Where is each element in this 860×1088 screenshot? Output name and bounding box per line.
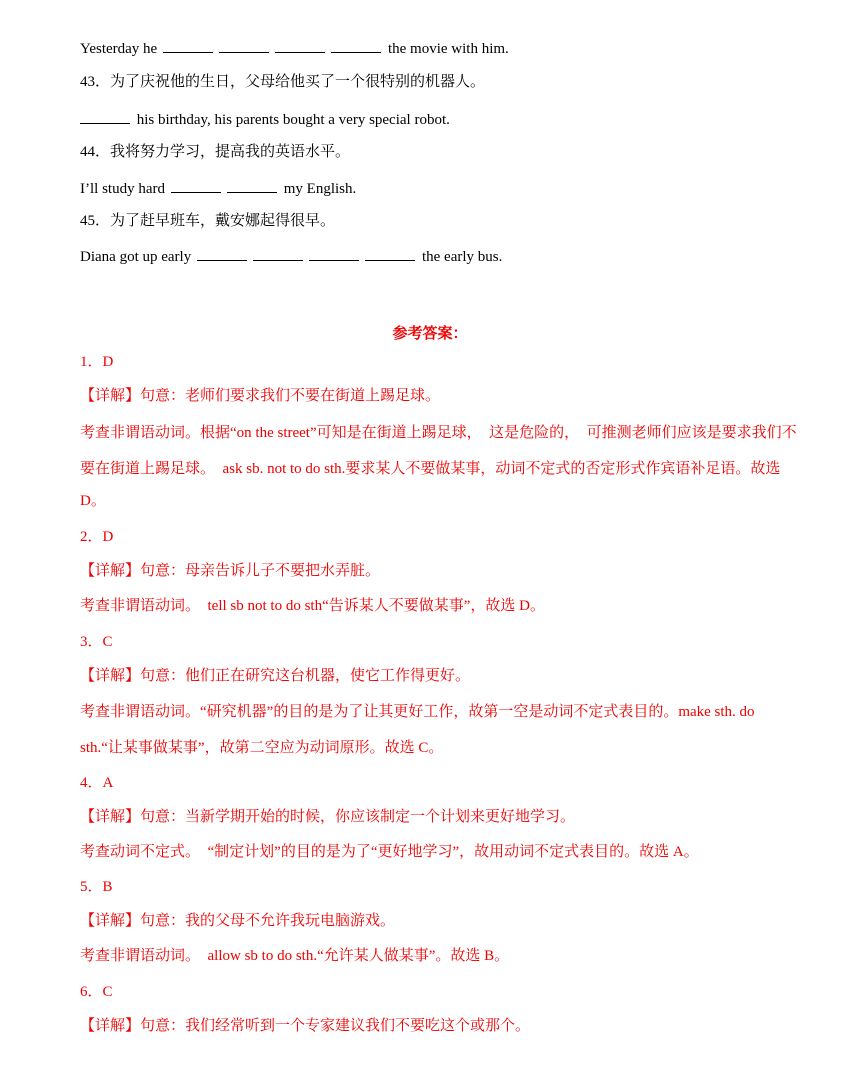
answer-explanation: 【详解】句意：我们经常听到一个专家建议我们不要吃这个或那个。 (80, 1018, 531, 1034)
answer-explanation: 要在街道上踢足球。 ask sb. not to do sth.要求某人不要做某事，动词不定式的否定形式作宾语补足语。故选 (80, 461, 781, 477)
q44-chinese: 44．我将努力学习，提高我的英语水平。 (80, 144, 351, 160)
q43-chinese: 43．为了庆祝他的生日，父母给他买了一个很特别的机器人。 (80, 74, 486, 90)
answer-number: 2．D (80, 529, 114, 545)
q43-after: his birthday, his parents bought a very special robot. (136, 112, 450, 128)
answer-explanation: 【详解】句意：我的父母不允许我玩电脑游戏。 (80, 913, 396, 929)
blank (365, 246, 415, 261)
answer-explanation: 考查非谓语动词。根据“on the street”可知是在街道上踢足球， 这是危险的， 可推测老师们应该是要求我们不 (80, 425, 797, 441)
answer-explanation: 【详解】句意：当新学期开始的时候，你应该制定一个计划来更好地学习。 (80, 809, 576, 825)
blank (275, 38, 325, 53)
answer-explanation: D。 (80, 493, 106, 509)
q44-sentence (80, 178, 356, 199)
q44-before: I’ll study hard (80, 181, 165, 197)
answers-title: 参考答案： (392, 326, 468, 342)
answer-number: 3．C (80, 634, 113, 650)
blank (331, 38, 381, 53)
answer-number: 1．D (80, 354, 114, 370)
q45-chinese: 45．为了赶早班车，戴安娜起得很早。 (80, 213, 336, 229)
answer-explanation: 考查动词不定式。 “制定计划”的目的是为了“更好地学习”，故用动词不定式表目的。故选 A。 (80, 844, 699, 860)
answer-explanation: 考查非谓语动词。 tell sb not to do sth“告诉某人不要做某事”，故选 D。 (80, 598, 545, 614)
answer-explanation: sth.“让某事做某事”，故第二空应为动词原形。故选 C。 (80, 740, 444, 756)
blank (253, 246, 303, 261)
q45-before: Diana got up early (80, 249, 192, 265)
q44-after: my English. (283, 181, 357, 197)
answer-number: 6．C (80, 984, 113, 1000)
blank (309, 246, 359, 261)
blank (80, 109, 130, 124)
answer-explanation: 【详解】句意：母亲告诉儿子不要把水弄脏。 (80, 563, 381, 579)
blank (171, 178, 221, 193)
answer-number: 5．B (80, 879, 113, 895)
blank (163, 38, 213, 53)
answer-explanation: 考查非谓语动词。“研究机器”的目的是为了让其更好工作，故第一空是动词不定式表目的。make sth. do (80, 704, 755, 720)
q42-sentence (80, 38, 509, 59)
answer-number: 4．A (80, 775, 114, 791)
blank (197, 246, 247, 261)
answer-explanation: 【详解】句意：老师们要求我们不要在街道上踢足球。 (80, 388, 441, 404)
q42-after: the movie with him. (387, 41, 509, 57)
blank (219, 38, 269, 53)
answer-explanation: 考查非谓语动词。 allow sb to do sth.“允许某人做某事”。故选 B。 (80, 948, 510, 964)
answer-explanation: 【详解】句意：他们正在研究这台机器，使它工作得更好。 (80, 668, 471, 684)
q45-after: the early bus. (421, 249, 503, 265)
q42-before: Yesterday he (80, 41, 158, 57)
q45-sentence (80, 246, 502, 267)
q43-sentence (80, 109, 450, 130)
blank (227, 178, 277, 193)
